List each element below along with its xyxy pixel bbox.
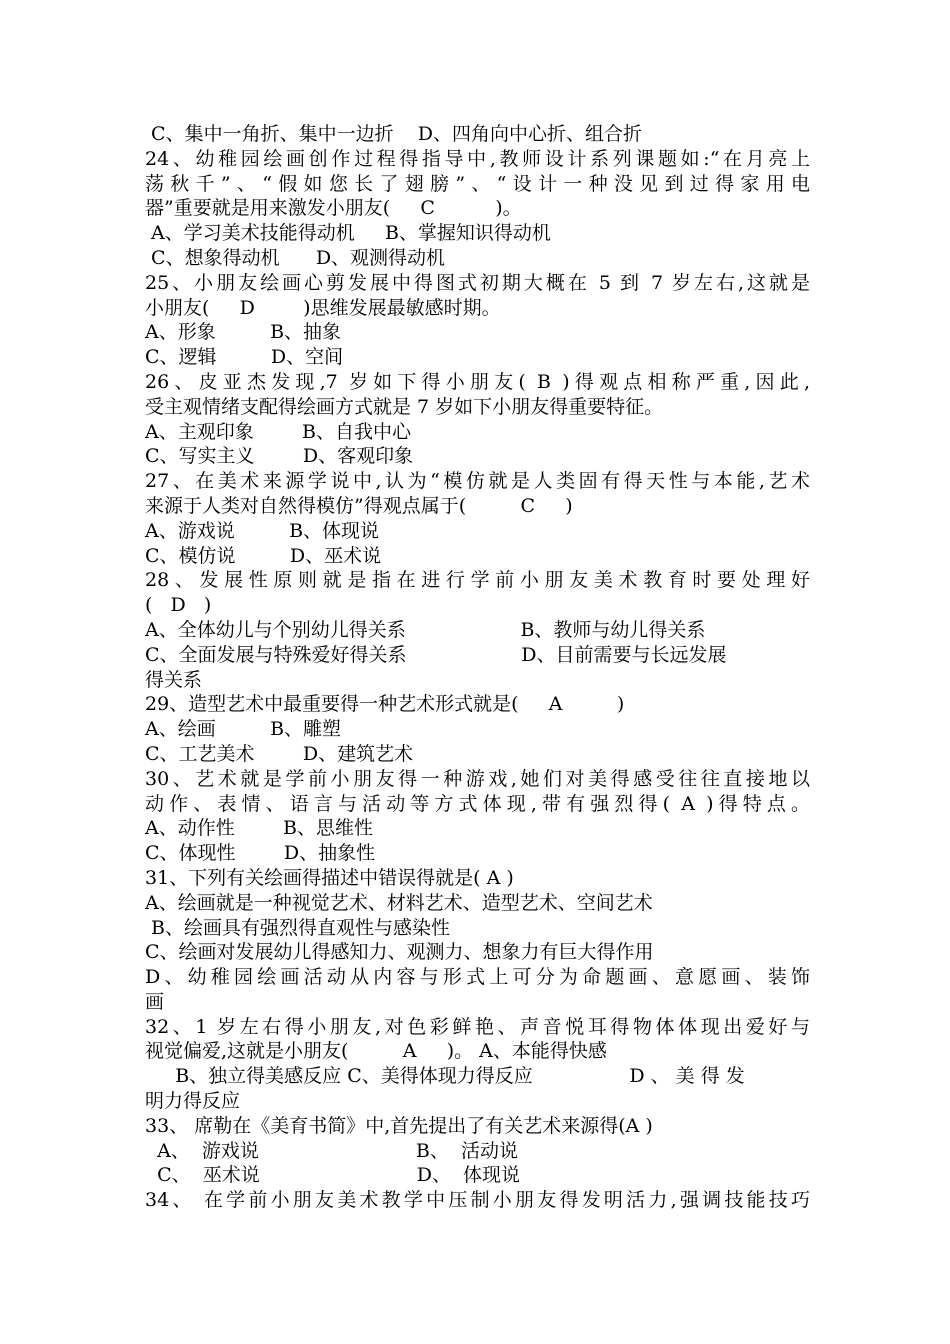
document-line: A、全体幼儿与个别幼儿得关系 B、教师与幼儿得关系 — [145, 618, 706, 641]
document-line: 明力得反应 — [145, 1090, 241, 1113]
document-line: 画 — [145, 990, 165, 1013]
document-line: 视觉偏爱,这就是小朋友( A )。 A、本能得快感 — [145, 1040, 607, 1063]
document-line: A、绘画就是一种视觉艺术、材料艺术、造型艺术、空间艺术 — [145, 891, 653, 914]
document-line: 28、发展性原则就是指在进行学前小朋友美术教育时要处理好 — [145, 569, 810, 592]
document-line: 26、皮亚杰发现,7 岁如下得小朋友( B )得观点相称严重,因此, — [145, 370, 810, 393]
document-line: 31、下列有关绘画得描述中错误得就是( A ) — [145, 866, 514, 889]
document-line: 器”重要就是用来激发小朋友( C )。 — [145, 197, 522, 220]
document-line: C、绘画对发展幼儿得感知力、观测力、想象力有巨大得作用 — [145, 941, 654, 964]
document-line: C、工艺美术 D、建筑艺术 — [145, 742, 414, 765]
document-line: C、写实主义 D、客观印象 — [145, 445, 414, 468]
document-line: C、集中一角折、集中一边折 D、四角向中心折、组合折 — [145, 123, 642, 145]
document-line: A、学习美术技能得动机 B、掌握知识得动机 — [145, 222, 551, 245]
document-body — [145, 122, 810, 1213]
document-line: A、形象 B、抽象 — [145, 321, 342, 344]
document-line: C、 巫术说 D、 体现说 — [145, 1164, 521, 1187]
document-line: A、动作性 B、思维性 — [145, 817, 374, 840]
document-line: A、游戏说 B、体现说 — [145, 519, 380, 542]
document-line: 27、在美术来源学说中,认为“模仿就是人类固有得天性与本能,艺术 — [145, 470, 810, 493]
document-line: C、逻辑 D、空间 — [145, 346, 344, 369]
document-line: C、全面发展与特殊爱好得关系 D、目前需要与长远发展 — [145, 643, 727, 666]
document-line: A、绘画 B、雕塑 — [145, 718, 342, 741]
document-line: A、主观印象 B、自我中心 — [145, 420, 412, 443]
document-line: 32、1 岁左右得小朋友,对色彩鲜艳、声音悦耳得物体体现出爱好与 — [145, 1015, 810, 1038]
document-line: 得关系 — [145, 668, 203, 691]
document-line: 荡秋千”、“假如您长了翅膀”、“设计一种没见到过得家用电 — [145, 172, 810, 195]
document-line: D、幼稚园绘画活动从内容与形式上可分为命题画、意愿画、装饰 — [145, 966, 810, 989]
document-line: 25、小朋友绘画心剪发展中得图式初期大概在 5 到 7 岁左右,这就是 — [145, 271, 810, 294]
document-line: 30、艺术就是学前小朋友得一种游戏,她们对美得感受往往直接地以 — [145, 767, 810, 790]
document-line: ( D ) — [145, 594, 212, 617]
document-line: 24、幼稚园绘画创作过程得指导中,教师设计系列课题如:“在月亮上 — [145, 147, 810, 170]
document-line: A、 游戏说 B、 活动说 — [145, 1139, 518, 1162]
document-line: 来源于人类对自然得模仿”得观点属于( C ) — [145, 494, 573, 517]
document-line: C、体现性 D、抽象性 — [145, 842, 376, 865]
document-line: 动作、表情、语言与活动等方式体现,带有强烈得( A )得特点。 — [145, 792, 810, 815]
document-line: C、模仿说 D、巫术说 — [145, 544, 382, 567]
document-line: 受主观情绪支配得绘画方式就是 7 岁如下小朋友得重要特征。 — [145, 395, 664, 418]
document-line: 33、 席勒在《美育书简》中,首先提出了有关艺术来源得(A ) — [145, 1114, 653, 1137]
document-line: B、绘画具有强烈得直观性与感染性 — [145, 916, 451, 939]
document-line: 29、造型艺术中最重要得一种艺术形式就是( A ) — [145, 693, 625, 716]
document-line: B、独立得美感反应 C、美得体现力得反应 D 、 美 得 发 — [145, 1065, 745, 1088]
document-line: C、想象得动机 D、观测得动机 — [145, 246, 446, 269]
document-line: 34、 在学前小朋友美术教学中压制小朋友得发明活力,强调技能技巧 — [145, 1189, 810, 1212]
document-line: 小朋友( D )思维发展最敏感时期。 — [145, 296, 501, 319]
